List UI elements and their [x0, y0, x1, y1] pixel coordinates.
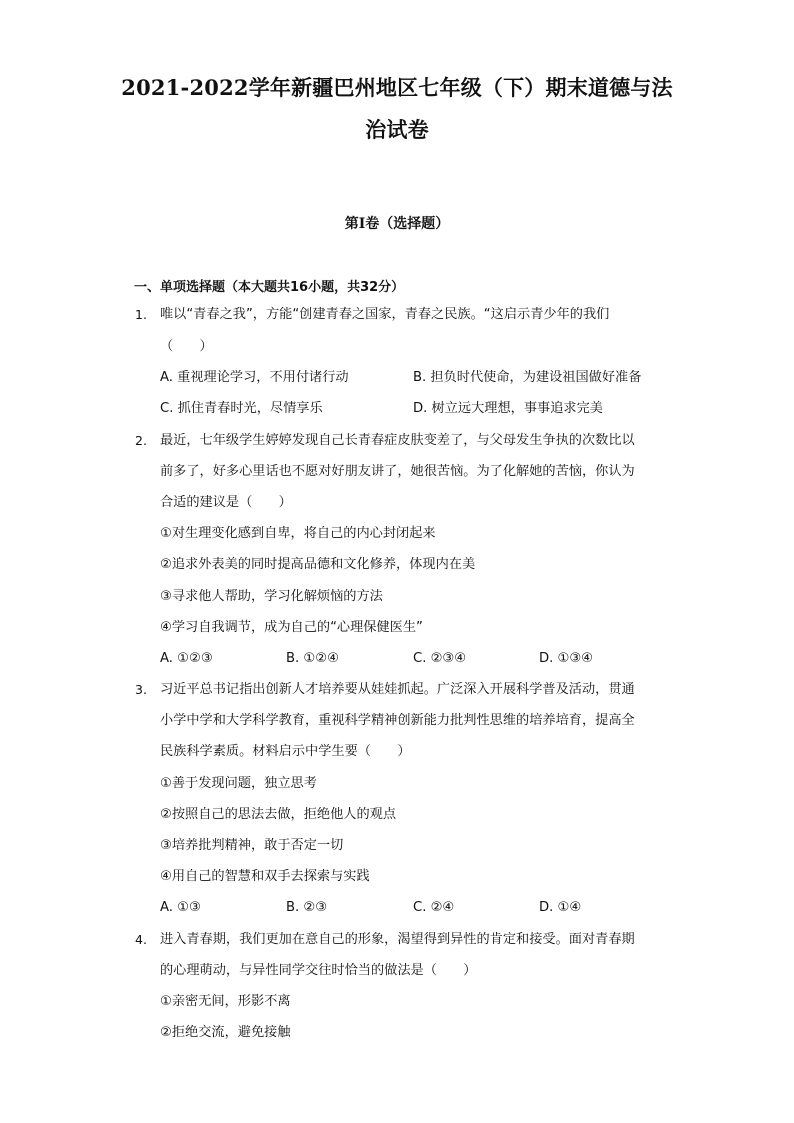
statement-1: ①善于发现问题，独立思考 — [160, 776, 317, 791]
option-b: B. ①②④ — [286, 651, 339, 666]
statement-2: ②追求外表美的同时提高品德和文化修养，体现内在美 — [160, 557, 476, 572]
statement-3: ③培养批判精神，敢于否定一切 — [160, 838, 344, 853]
question-text-line: 的心理萌动，与异性同学交往时恰当的做法是（ ） — [160, 963, 477, 978]
statement-2: ②拒绝交流，避免接触 — [160, 1025, 291, 1040]
option-a: A. ①③ — [160, 900, 201, 915]
statement-1: ①对生理变化感到自卑，将自己的内心封闭起来 — [160, 526, 436, 541]
option-d: D. 树立远大理想，事事追求完美 — [413, 401, 603, 416]
question-number: 1. — [135, 307, 147, 322]
statement-2: ②按照自己的思法去做，拒绝他人的观点 — [160, 807, 397, 822]
option-c: C. ②③④ — [413, 651, 467, 666]
question-text-line: 最近，七年级学生婷婷发现自己长青春症皮肤变差了，与父母发生争执的次数比以 — [160, 433, 635, 448]
volume-heading: 第I卷（选择题） — [344, 216, 450, 232]
statement-4: ④用自己的智慧和双手去探索与实践 — [160, 869, 370, 884]
question-text-line: 习近平总书记指出创新人才培养要从娃娃抓起。广泛深入开展科学普及活动，贯通 — [160, 682, 635, 697]
option-a: A. 重视理论学习，不用付诸行动 — [160, 370, 349, 385]
question-text-line: 小学中学和大学科学教育，重视科学精神创新能力批判性思维的培养培育，提高全 — [160, 713, 635, 728]
exam-title-line-2: 治试卷 — [365, 117, 429, 142]
statement-1: ①亲密无间，形影不离 — [160, 994, 291, 1009]
option-b: B. ②③ — [286, 900, 328, 915]
option-c: C. 抓住青春时光，尽情享乐 — [160, 401, 323, 416]
option-a: A. ①②③ — [160, 651, 213, 666]
question-number: 4. — [135, 932, 147, 947]
option-b: B. 担负时代使命，为建设祖国做好准备 — [413, 370, 642, 385]
question-number: 3. — [135, 682, 147, 697]
question-text-line: 唯以“青春之我”，方能“创建青春之国家，青春之民族。“这启示青少年的我们 — [160, 307, 610, 322]
exam-title-line-1: 2021-2022学年新疆巴州地区七年级（下）期末道德与法 — [121, 75, 673, 100]
section-heading: 一、单项选择题（本大题共16小题，共32分） — [134, 280, 405, 295]
question-text-line: 前多了，好多心里话也不愿对好朋友讲了，她很苦恼。为了化解她的苦恼，你认为 — [160, 464, 635, 479]
question-text-line: 进入青春期，我们更加在意自己的形象，渴望得到异性的肯定和接受。面对青春期 — [160, 932, 635, 947]
statement-3: ③寻求他人帮助，学习化解烦恼的方法 — [160, 589, 383, 604]
question-text-line: 民族科学素质。材料启示中学生要（ ） — [160, 744, 411, 759]
option-c: C. ②④ — [413, 900, 455, 915]
option-d: D. ①③④ — [539, 651, 594, 666]
question-text-line: （ ） — [160, 339, 213, 354]
option-d: D. ①④ — [539, 900, 582, 915]
question-text-line: 合适的建议是（ ） — [160, 495, 292, 510]
question-number: 2. — [135, 433, 147, 448]
statement-4: ④学习自我调节，成为自己的“心理保健医生” — [160, 620, 423, 635]
